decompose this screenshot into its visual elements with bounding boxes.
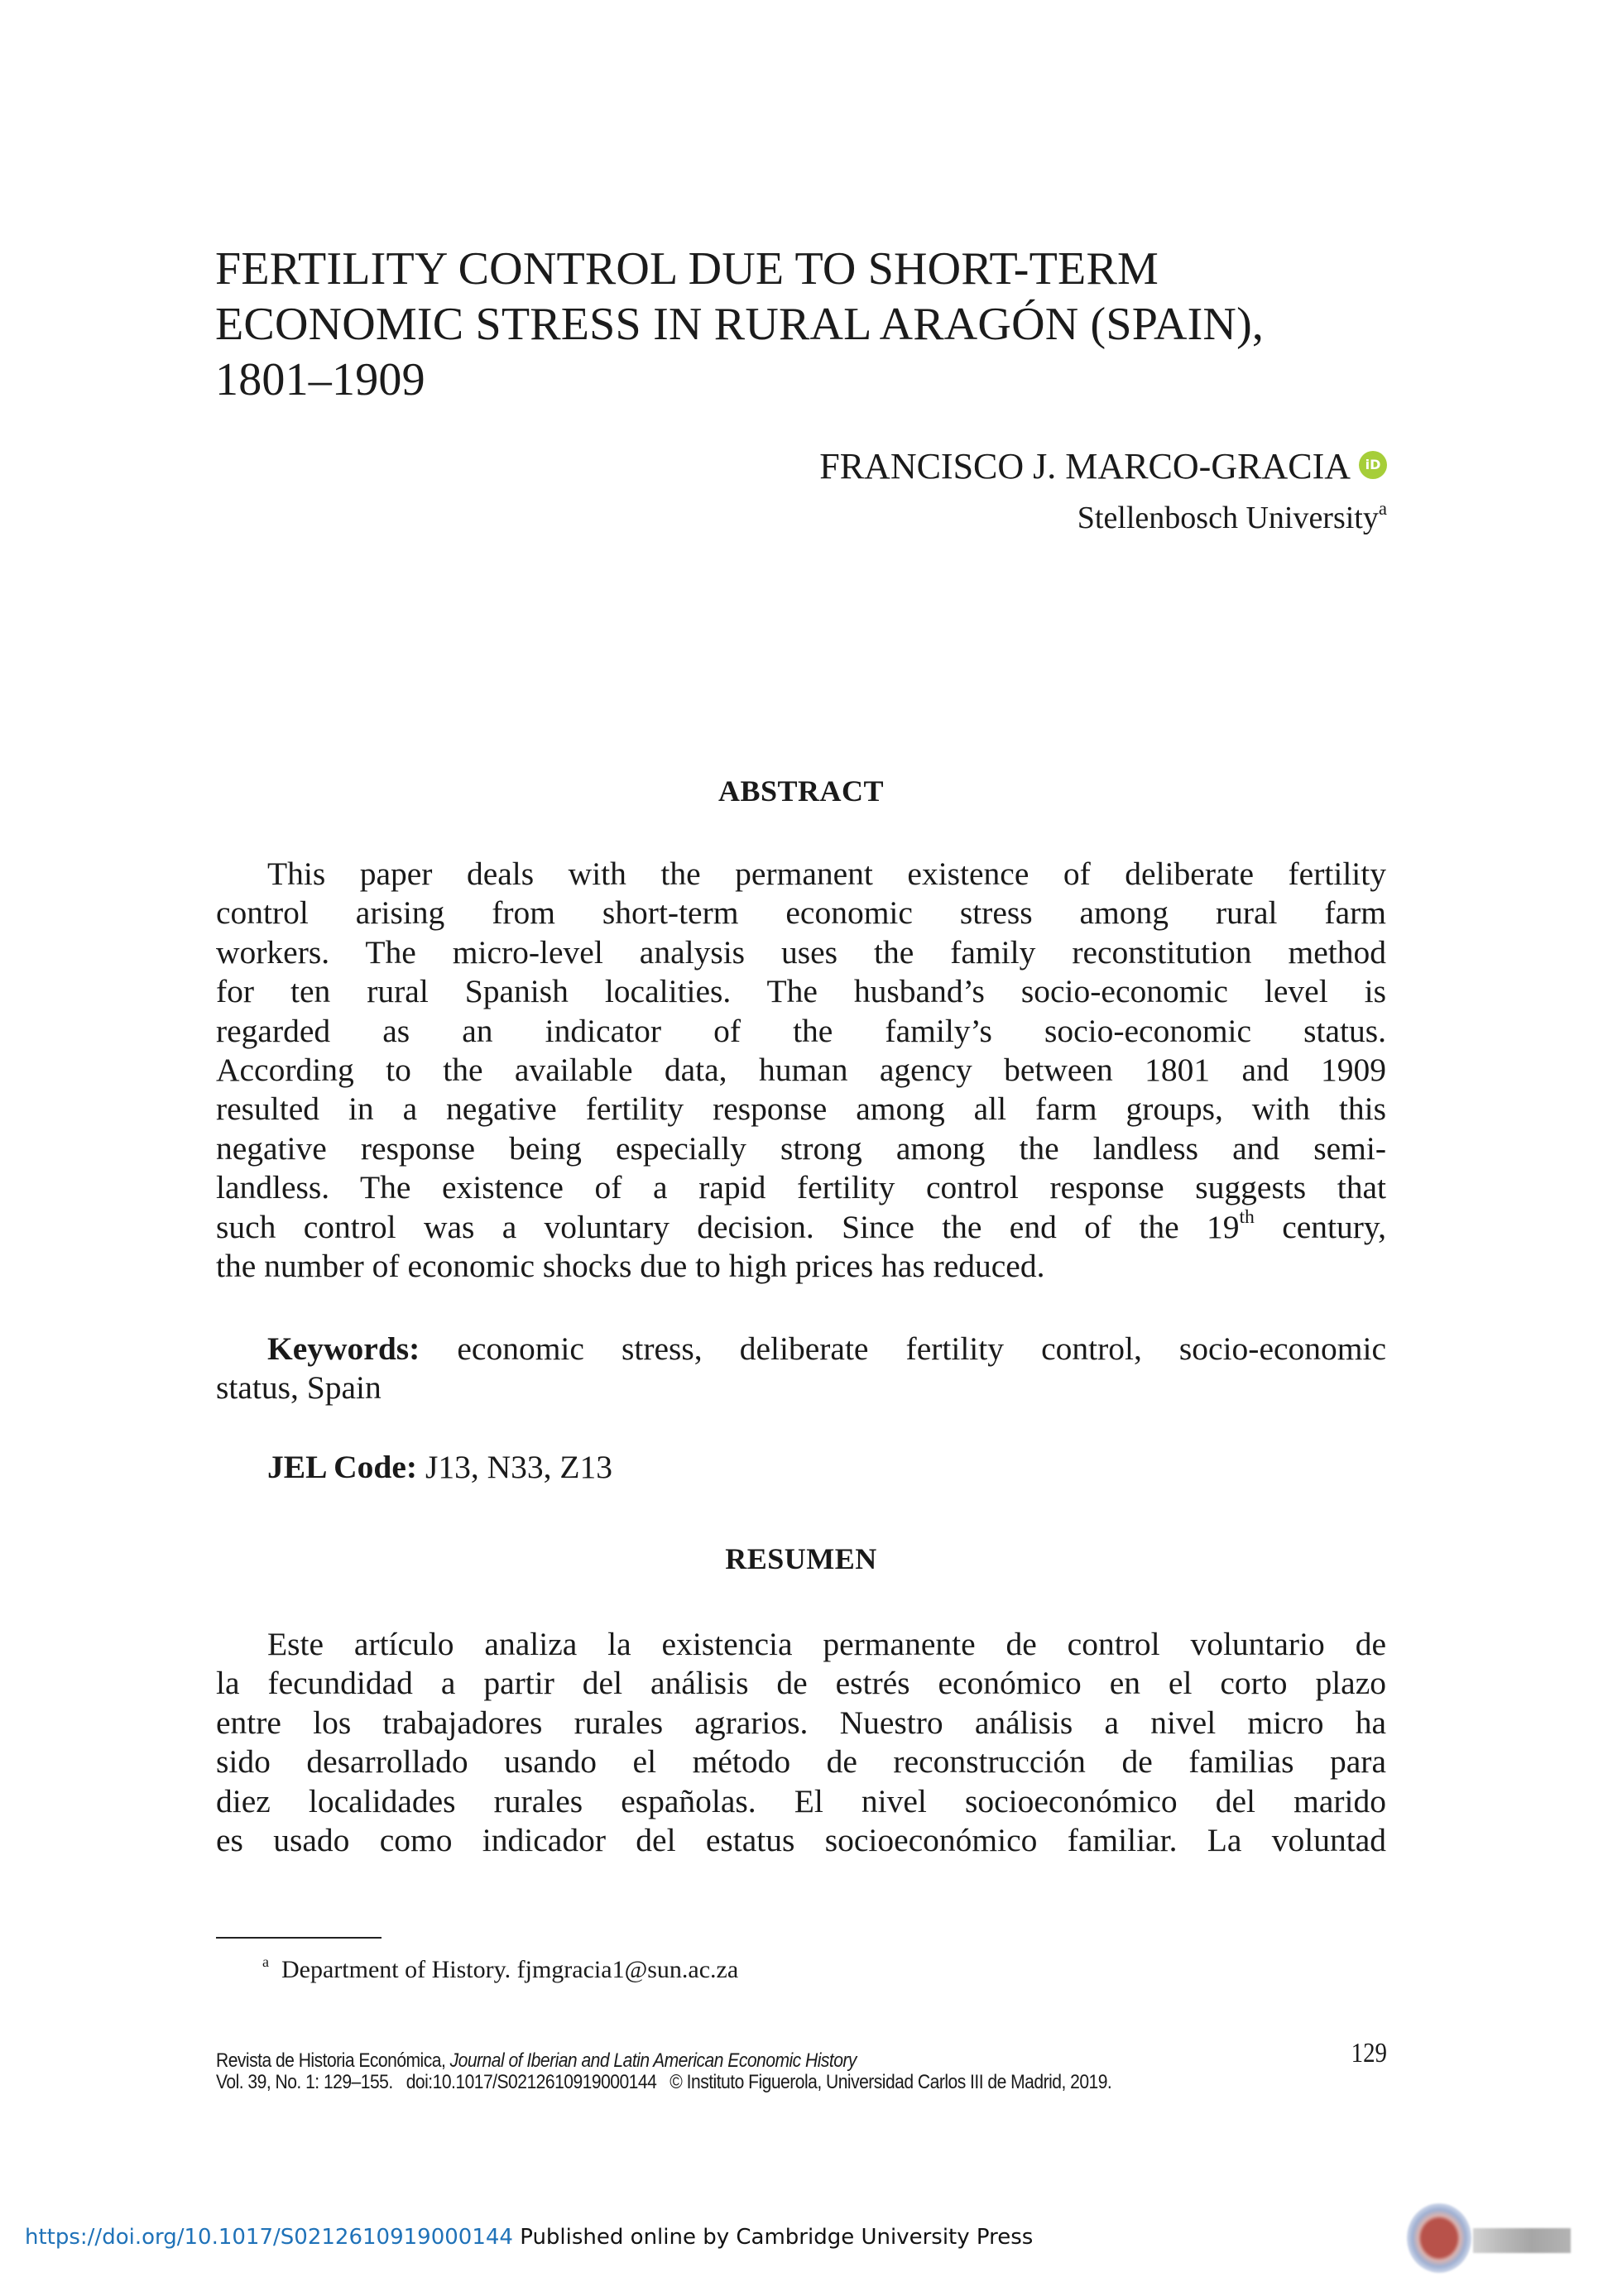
author-line [819,445,1387,488]
keywords-value: economic stress, deliberate fertility control, socio-economic [420,1330,1386,1367]
resumen-line: es usado como indicador del estatus socioeconómico familiar. La voluntad [216,1822,1386,1859]
affiliation [1077,498,1387,538]
footnote-divider [216,1937,382,1939]
jel-codes [216,1448,1386,1487]
resumen-body [216,1625,1386,1860]
footnote-mark: a [262,1953,269,1970]
published-online-text: Published online by Cambridge University Press [512,2225,1034,2250]
abstract-line: regarded as an indicator of the family’s socio-economic status. [216,1012,1386,1049]
affiliation-footnote-mark[interactable]: a [1378,498,1387,520]
footnote [216,1955,738,1985]
affiliation-name: Stellenbosch University [1077,501,1379,535]
jel-line [216,1448,1386,1487]
resumen-line: Este artículo analiza la existencia permanente de control voluntario de [267,1626,1386,1662]
keywords [216,1330,1386,1408]
abstract-heading: ABSTRACT [718,774,885,808]
resumen-line: la fecundidad a partir del análisis de estrés económico en el corto plazo [216,1665,1386,1702]
resumen-line: diez localidades rurales españolas. El nivel socioeconómico del marido [216,1782,1386,1819]
abstract-line-tail: century, [1254,1208,1386,1245]
keywords-label: Keywords: [267,1330,420,1367]
doi-link[interactable]: https://doi.org/10.1017/S0212610919000144 [25,2225,513,2250]
journal-title-line [216,2050,1111,2072]
abstract-body [216,855,1386,1286]
abstract-line: According to the available data, human agency between 1801 and 1909 [216,1052,1386,1089]
abstract-line: for ten rural Spanish localities. The husband’s socio-economic level is [216,973,1386,1010]
journal-citation [216,2050,1111,2093]
abstract-line: This paper deals with the permanent existence of deliberate fertility [267,856,1386,892]
resumen-line: sido desarrollado usando el método de reconstrucción de familias para [216,1743,1386,1781]
page-number: 129 [1351,2038,1387,2068]
title-line-1: FERTILITY CONTROL DUE TO SHORT-TERM [215,243,1159,295]
abstract-line: resulted in a negative fertility response among all farm groups, with this [216,1090,1386,1128]
publisher-logo-icon [1407,2203,1572,2274]
keywords-line [216,1330,1386,1368]
superscript-th: th [1239,1206,1255,1228]
resumen-heading: RESUMEN [725,1542,877,1575]
abstract-line [216,1208,1386,1247]
abstract-line: the number of economic shocks due to high prices has reduced. [216,1248,1045,1285]
logo-emblem-icon [1407,2203,1471,2273]
author-name: FRANCISCO J. MARCO-GRACIA [819,446,1351,487]
abstract-line: workers. The micro-level analysis uses the family reconstitution method [216,933,1386,971]
journal-subtitle: Journal of Iberian and Latin American Economic History [449,2049,857,2072]
journal-name: Revista de Historia Económica, [216,2049,450,2072]
article-title [215,242,1415,408]
title-line-2: ECONOMIC STRESS IN RURAL ARAGÓN (SPAIN), [215,299,1265,350]
footnote-text: Department of History. fjmgracia1@sun.ac.za [281,1956,739,1983]
journal-volume-line: Vol. 39, No. 1: 129–155. doi:10.1017/S0212610919000144 © Instituto Figuerola, Universidad Carlos III de Madrid, 2019. [216,2071,1112,2093]
publisher-footer [25,2224,1033,2250]
abstract-line: negative response being especially strong among the landless and semi- [216,1129,1386,1167]
jel-value: J13, N33, Z13 [417,1449,612,1485]
abstract-line: landless. The existence of a rapid fertility control response suggests that [216,1169,1386,1206]
keywords-line-2: status, Spain [216,1369,382,1407]
title-line-3: 1801–1909 [215,354,425,405]
jel-label: JEL Code: [267,1449,418,1485]
abstract-line: control arising from short-term economic stress among rural farm [216,894,1386,932]
orcid-icon[interactable]: iD [1359,451,1387,479]
abstract-line-text: such control was a voluntary decision. Since the end of the 19 [216,1208,1240,1245]
resumen-line: entre los trabajadores rurales agrarios. Nuestro análisis a nivel micro ha [216,1704,1386,1741]
logo-wordmark [1473,2228,1571,2253]
